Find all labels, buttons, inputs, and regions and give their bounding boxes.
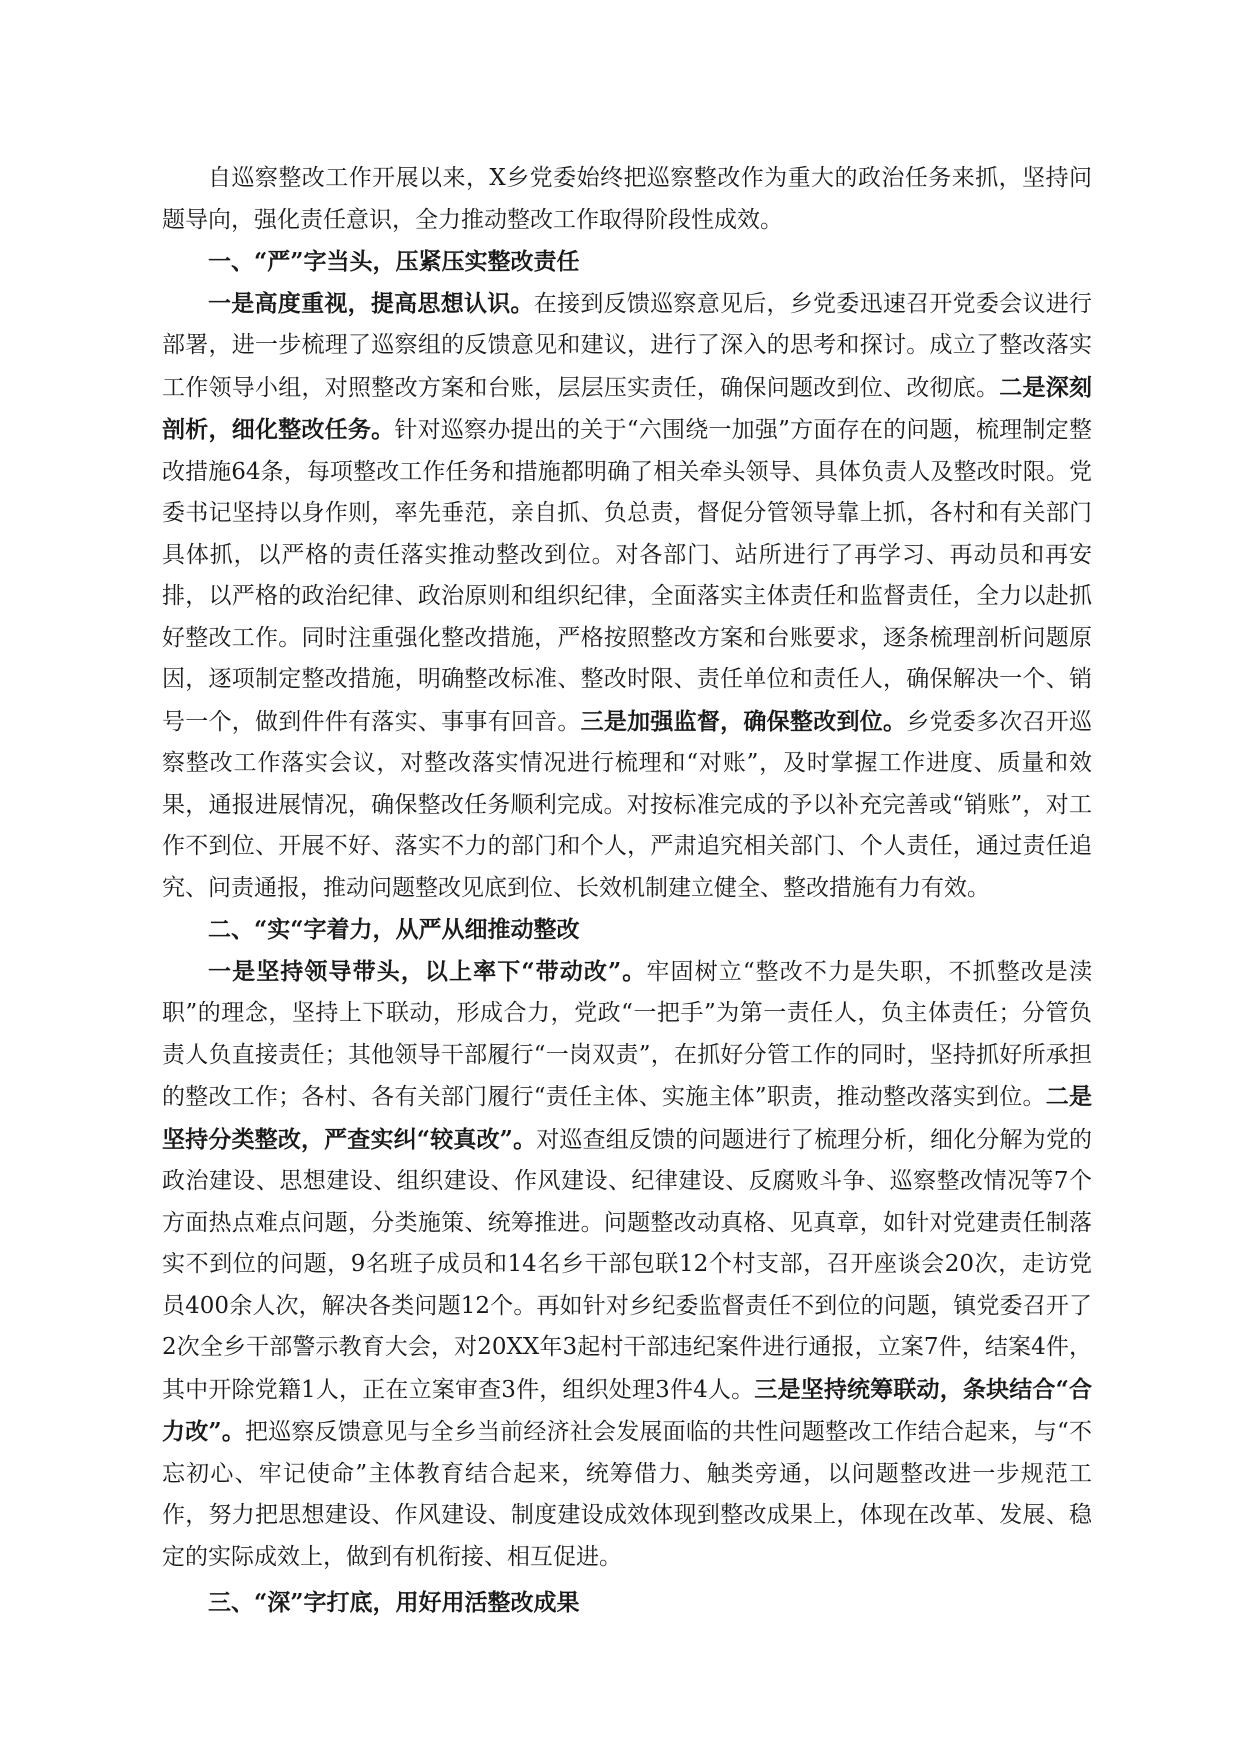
section-1-point-3-text: 乡党委多次召开巡察整改工作落实会议，对整改落实情况进行梳理和“对账”，及时掌握工作进度、质量和效果，通报进展情况，确保整改任务顺利完成。对按标准完成的予以补充完善或“销账”，对工作不到位、开展不好、落实不力的部门和个人，严肃追究相关部门、个人责任，通过责任追究、问责通报，推动问题整改见底到位、长效机制建立健全、整改措施有力有效。 bbox=[162, 708, 1093, 901]
section-1-point-2-title: 二是深刻剖析，细化整改任务。 bbox=[162, 373, 1093, 443]
section-2-point-2-text: 对巡查组反馈的问题进行了梳理分析，细化分解为党的政治建设、思想建设、组织建设、作风建设、纪律建设、反腐败斗争、巡察整改情况等7个方面热点难点问题，分类施策、统筹推进。问题整改动真格、见真章，如针对党建责任制落实不到位的问题，9名班子成员和14名乡干部包联12个村支部，召开座谈会20次，走访党员400余人次，解决各类问题12个。再如针对乡纪委监督责任不到位的问题，镇党委召开了2次全乡干部警示教育大会，对20XX年3起村干部违纪案件进行通报，立案7件，结案4件，其中开除党籍1人，正在立案审查3件，组织处理3件4人。 bbox=[162, 1126, 1093, 1403]
section-1-paragraph bbox=[162, 283, 1092, 910]
section-1-heading: 一、“严”字当头，压紧压实整改责任 bbox=[208, 248, 580, 275]
section-2-point-1-title: 一是坚持领导带头，以上率下“带动改”。 bbox=[208, 957, 647, 985]
section-1-point-3-title: 三是加强监督，确保整改到位。 bbox=[580, 707, 907, 735]
section-2-point-3-text: 把巡察反馈意见与全乡当前经济社会发展面临的共性问题整改工作结合起来，与“不忘初心、牢记使命”主体教育结合起来，统筹借力、触类旁通，以问题整改进一步规范工作，努力把思想建设、作风建设、制度建设成效体现到整改成果上，体现在改革、发展、稳定的实际成效上，做到有机衔接、相互促进。 bbox=[162, 1419, 1092, 1570]
section-1-point-1-text: 在接到反馈巡察意见后，乡党委迅速召开党委会议进行部署，进一步梳理了巡察组的反馈意见和建议，进行了深入的思考和探讨。成立了整改落实工作领导小组，对照整改方案和台账，层层压实责任，确保问题改到位、改彻底。 bbox=[162, 290, 1093, 401]
intro-paragraph: 自巡察整改工作开展以来，X乡党委始终把巡察整改作为重大的政治任务来抓，坚持问题导向，强化责任意识，全力推动整改工作取得阶段性成效。 bbox=[162, 165, 1092, 233]
section-2-heading: 二、“实“字着力，从严从细推动整改 bbox=[208, 916, 580, 943]
section-2-point-1-text: 牢固树立“整改不力是失职，不抓整改是渎职”的理念，坚持上下联动，形成合力，党政“一把手”为第一责任人，负主体责任；分管负责人负直接责任；其他领导干部履行“一岗双责”，在抓好分管工作的同时，坚持抓好所承担的整改工作；各村、各有关部门履行“责任主体、实施主体”职责，推动整改落实到位。 bbox=[162, 958, 1092, 1110]
document-page bbox=[162, 158, 1092, 1624]
section-2-paragraph bbox=[162, 951, 1092, 1579]
section-3-heading: 三、“深”字打底，用好用活整改成果 bbox=[208, 1589, 580, 1616]
section-1-point-1-title: 一是高度重视，提高思想认识。 bbox=[208, 289, 534, 317]
section-2-point-3-title: 三是坚持统筹联动，条块结合“合力改”。 bbox=[162, 1375, 1092, 1445]
section-1-point-2-text: 针对巡察办提出的关于“六围绕一加强”方面存在的问题，梳理制定整改措施64条，每项整改工作任务和措施都明确了相关牵头领导、具体负责人及整改时限。党委书记坚持以身作则，率先垂范，亲自抓、负总责，督促分管领导靠上抓，各村和有关部门具体抓，以严格的责任落实推动整改到位。对各部门、站所进行了再学习、再动员和再安排，以严格的政治纪律、政治原则和组织纪律，全面落实主体责任和监督责任，全力以赴抓好整改工作。同时注重强化整改措施，严格按照整改方案和台账要求，逐条梳理剖析问题原因，逐项制定整改措施，明确整改标准、整改时限、责任单位和责任人，确保解决一个、销号一个，做到件件有落实、事事有回音。 bbox=[162, 417, 1092, 735]
section-2-point-2-title: 二是坚持分类整改，严查实纠“较真改”。 bbox=[162, 1083, 1092, 1153]
